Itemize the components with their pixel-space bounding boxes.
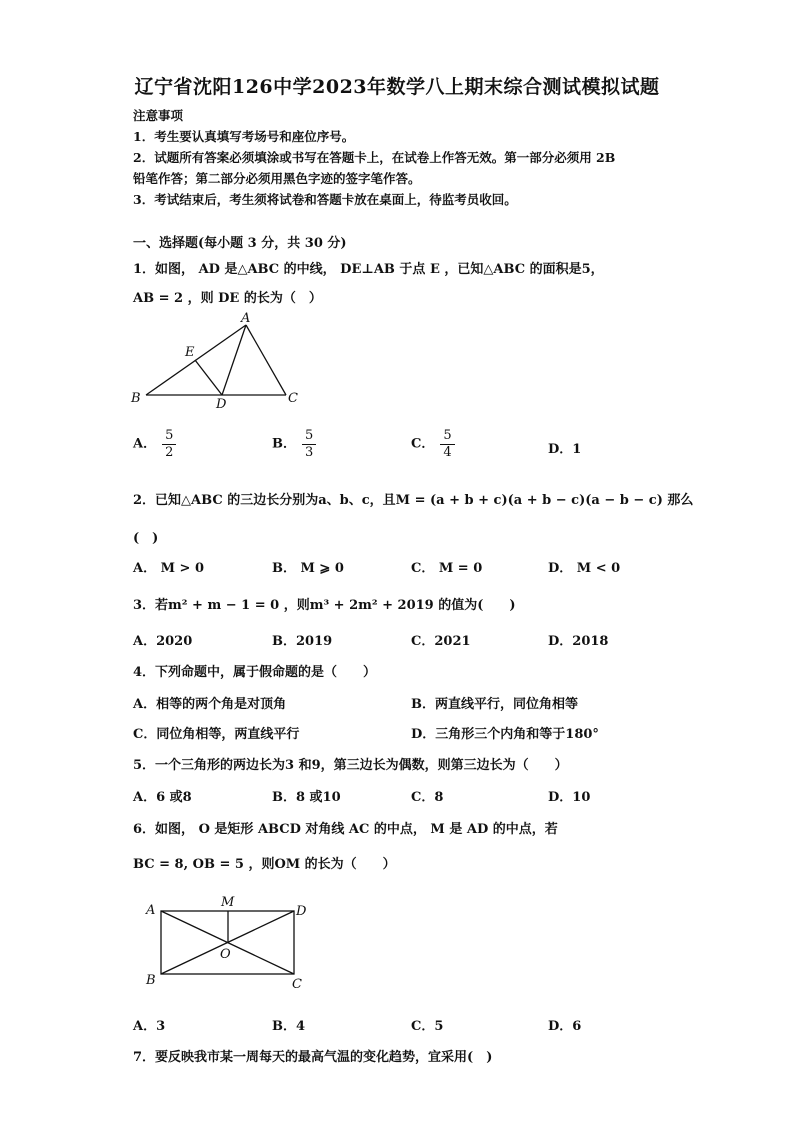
label-a: A (241, 311, 251, 326)
fraction (162, 428, 176, 460)
segment-de (195, 360, 222, 395)
label-d: D (216, 397, 227, 412)
notice-heading: 注意事项 (133, 108, 184, 123)
segment-ad (222, 325, 246, 395)
numerator: 5 (302, 428, 316, 445)
question-3-text: 3．若m² + m − 1 = 0 ，则m³ + 2m² + 2019 的值为( ) (133, 598, 516, 613)
numerator: 5 (440, 428, 454, 445)
question-2-text: 2．已知△ABC 的三边长分别为a、b、c，且M = (a + b + c)(a + b − c)(a − b − c) 那么 (133, 493, 694, 508)
notice-item: 1．考生要认真填写考场号和座位序号。 (133, 129, 355, 144)
option-a[interactable]: A．3 (133, 1019, 166, 1034)
option-c[interactable] (411, 428, 455, 460)
option-c[interactable]: C．同位角相等，两直线平行 (133, 727, 300, 742)
label-c: C (292, 977, 302, 992)
fraction (302, 428, 316, 460)
option-d[interactable]: D．2018 (548, 634, 609, 649)
option-d[interactable]: D．三角形三个内角和等于180° (411, 727, 599, 742)
option-d[interactable]: D． M < 0 (548, 561, 621, 576)
option-d[interactable]: D．10 (548, 790, 591, 805)
option-label: B． (272, 436, 296, 452)
option-a[interactable] (133, 428, 176, 460)
option-b[interactable]: B．两直线平行，同位角相等 (411, 697, 578, 712)
option-c[interactable]: C．2021 (411, 634, 471, 649)
denominator: 2 (165, 444, 174, 460)
option-a[interactable]: A．2020 (133, 634, 193, 649)
notice-item: 铅笔作答；第二部分必须用黑色字迹的签字笔作答。 (133, 171, 421, 186)
label-e: E (185, 345, 195, 360)
label-m: M (221, 895, 235, 910)
option-c[interactable]: C．8 (411, 790, 444, 805)
question-6-figure (140, 890, 320, 995)
page-title: 辽宁省沈阳126中学2023年数学八上期末综合测试模拟试题 (134, 76, 660, 98)
fraction (440, 428, 454, 460)
option-b[interactable]: B．8 或10 (272, 790, 341, 805)
option-c[interactable]: C． M = 0 (411, 561, 483, 576)
label-a: A (146, 903, 156, 918)
label-c: C (288, 391, 298, 406)
option-b[interactable]: B．4 (272, 1019, 306, 1034)
question-2-text-2: ( ) (133, 531, 159, 546)
question-6-text-2: BC = 8, OB = 5 ，则OM 的长为（ ） (133, 857, 396, 872)
option-b[interactable]: B． M ⩾ 0 (272, 561, 344, 576)
question-7-text: 7．要反映我市某一周每天的最高气温的变化趋势，宜采用( ) (133, 1050, 493, 1065)
question-5-text: 5．一个三角形的两边长为3 和9，第三边长为偶数，则第三边长为（ ） (133, 758, 568, 773)
option-a[interactable]: A．6 或8 (133, 790, 192, 805)
option-d[interactable]: D．6 (548, 1019, 582, 1034)
notice-item: 2．试题所有答案必须填涂或书写在答题卡上，在试卷上作答无效。第一部分必须用 2B (133, 150, 616, 165)
label-o: O (220, 947, 231, 962)
option-b[interactable]: B．2019 (272, 634, 333, 649)
denominator: 3 (305, 444, 314, 460)
segment-ab (146, 325, 246, 395)
option-a[interactable]: A． M > 0 (133, 561, 204, 576)
label-b: B (146, 973, 156, 988)
question-1-text: 1．如图， AD 是△ABC 的中线， DE⊥AB 于点 E ，已知△ABC 的面积是5， (133, 262, 604, 277)
option-label: C． (411, 436, 435, 452)
segment-ac (246, 325, 286, 395)
notice-item: 3．考试结束后，考生须将试卷和答题卡放在桌面上，待监考员收回。 (133, 192, 517, 207)
question-1-text-2: AB = 2 ，则 DE 的长为（ ） (133, 291, 322, 306)
label-b: B (131, 391, 141, 406)
numerator: 5 (162, 428, 176, 445)
denominator: 4 (443, 444, 452, 460)
option-c[interactable]: C．5 (411, 1019, 444, 1034)
option-b[interactable] (272, 428, 316, 460)
option-a[interactable]: A．相等的两个角是对顶角 (133, 697, 287, 712)
label-d: D (296, 904, 307, 919)
option-label: D．1 (548, 442, 582, 457)
question-1-figure (128, 310, 308, 415)
section-heading: 一、选择题(每小题 3 分，共 30 分) (133, 236, 347, 251)
option-d[interactable] (548, 438, 581, 457)
question-6-text: 6．如图， O 是矩形 ABCD 对角线 AC 的中点， M 是 AD 的中点，若 (133, 822, 558, 837)
option-label: A． (133, 436, 157, 452)
question-4-text: 4．下列命题中，属于假命题的是（ ） (133, 665, 377, 680)
